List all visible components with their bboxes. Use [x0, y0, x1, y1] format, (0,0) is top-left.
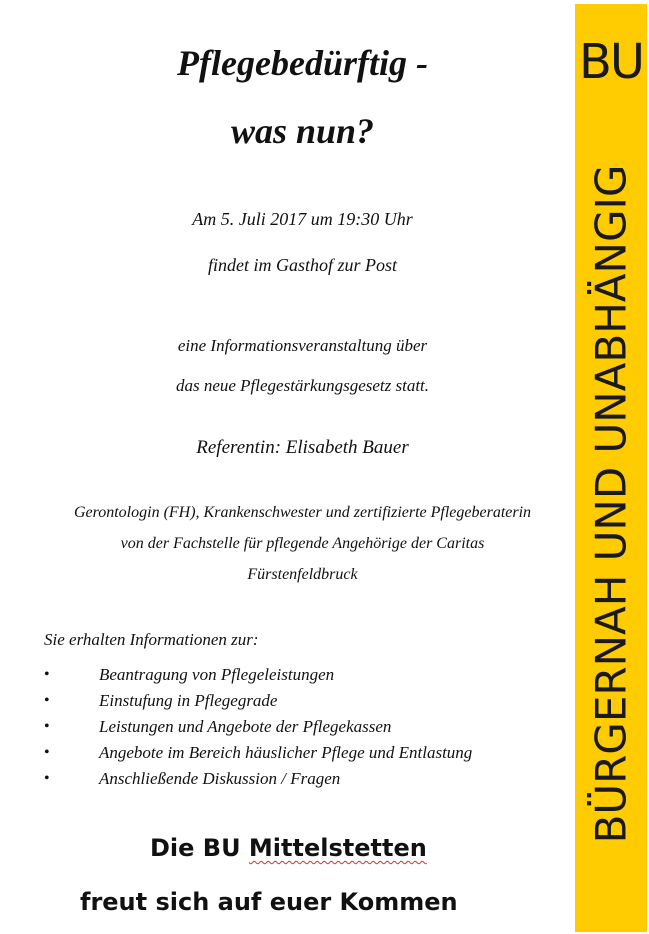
list-item-label: Anschließende Diskussion / Fragen — [99, 769, 341, 788]
event-date: Am 5. Juli 2017 um 19:30 Uhr — [192, 209, 413, 229]
topics-intro: Sie erhalten Informationen zur: — [44, 630, 259, 649]
list-item — [44, 766, 564, 792]
title-line-2: was nun? — [230, 111, 375, 151]
list-item-label: Beantragung von Pflegeleistungen — [99, 665, 335, 684]
bu-logo: BU — [578, 34, 644, 90]
bullet-icon: • — [44, 718, 50, 735]
title-line-1: Pflegebedürftig - — [177, 43, 428, 83]
brand-slogan: BÜRGERNAH UND UNABHÄNGIG — [586, 164, 636, 844]
topics-list — [44, 662, 564, 792]
event-speaker: Referentin: Elisabeth Bauer — [196, 437, 409, 458]
closing-place-name: Mittelstetten — [248, 834, 427, 862]
event-place: findet im Gasthof zur Post — [207, 255, 397, 275]
list-item — [44, 688, 564, 714]
closing-line-2: freut sich auf euer Kommen — [80, 888, 458, 916]
speaker-credentials-line-1: Gerontologin (FH), Krankenschwester und zertifizierte Pflegeberaterin — [73, 504, 532, 521]
list-item-label: Leistungen und Angebote der Pflegekassen — [99, 717, 392, 736]
event-info-line-1: eine Informationsveranstaltung über — [177, 336, 428, 355]
list-item-label: Einstufung in Pflegegrade — [99, 691, 278, 710]
closing-line-1 — [150, 834, 427, 862]
bullet-icon: • — [44, 770, 50, 787]
list-item — [44, 662, 564, 688]
closing-prefix: Die BU — [150, 834, 249, 862]
bullet-icon: • — [44, 692, 50, 709]
event-info-line-2: das neue Pflegestärkungsgesetz statt. — [175, 376, 430, 395]
brand-sidebar — [575, 4, 647, 932]
speaker-credentials-line-3: Fürstenfeldbruck — [247, 566, 358, 583]
list-item — [44, 714, 564, 740]
list-item-label: Angebote im Bereich häuslicher Pflege und Entlastung — [99, 743, 473, 762]
list-item — [44, 740, 564, 766]
speaker-credentials-line-2: von der Fachstelle für pflegende Angehörige der Caritas — [120, 535, 485, 552]
bullet-icon: • — [44, 744, 50, 761]
bullet-icon: • — [44, 666, 50, 683]
